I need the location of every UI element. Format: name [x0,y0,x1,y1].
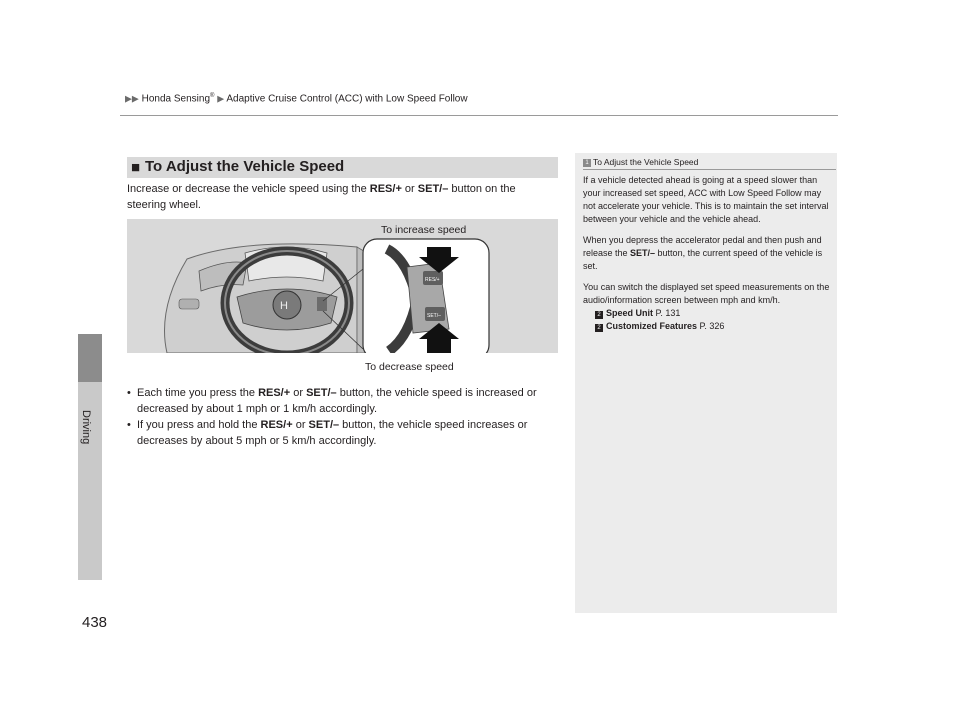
note-paragraph: If a vehicle detected ahead is going at a speed slower than your increased set speed, ACC with Low Speed Follow may not accelerate your vehicle. This is to maintain the set interval between your vehicle and the vehicle ahead. [583,175,829,224]
decrease-speed-label: To decrease speed [365,361,454,373]
note-number-icon: 1 [583,159,591,167]
note-body [583,174,833,333]
list-item [127,417,559,449]
breadcrumb-part1[interactable]: Honda Sensing [141,93,211,105]
bullet-text: button, the vehicle speed increases or decreases by about 5 mph or 5 km/h accordingly. [137,419,528,447]
reference-arrow-icon: 2 [595,311,603,319]
bullet-text: or [290,387,307,399]
side-tab-label: Driving [80,410,92,445]
section-marker-icon: ■ [131,159,141,176]
reference-label[interactable]: Speed Unit [606,308,654,318]
steering-wheel-illustration [127,219,558,353]
increase-speed-label: To increase speed [381,224,467,236]
breadcrumb [125,93,468,104]
set-button-label: SET/– [630,248,656,258]
bullet-text: If you press and hold the [137,419,261,431]
reference-page: P. 326 [697,321,725,331]
set-button-label: SET/– [308,419,340,431]
header-divider [120,115,838,116]
set-button-label: SET/– [417,183,449,195]
note-paragraph: You can switch the displayed set speed measurements on the audio/information screen between mph and km/h. [583,282,830,305]
intro-text: or [401,183,418,195]
bullet-text: or [292,419,309,431]
note-heading [583,157,698,167]
bullet-icon: • [127,419,131,431]
list-item [127,385,559,417]
svg-text:H: H [280,300,288,312]
side-tab-marker [78,334,102,382]
res-button-label: RES/+ [258,387,291,399]
res-button-label: RES/+ [369,183,402,195]
res-button-label: RES/+ [260,419,293,431]
note-divider [583,169,836,170]
cross-reference-link[interactable] [583,320,833,333]
bullet-text: button, the vehicle speed is increased or decreased by about 1 mph or 1 km/h accordingly. [137,387,537,415]
section-title: To Adjust the Vehicle Speed [145,158,345,175]
res-button-text: RES/+ [425,277,440,283]
intro-text: button on the steering wheel. [127,183,516,211]
page-number: 438 [82,614,108,631]
reference-label[interactable]: Customized Features [606,321,698,331]
reference-page: P. 131 [653,308,681,318]
set-button-label: SET/– [306,387,337,399]
bullet-list [127,385,559,449]
intro-text: Increase or decrease the vehicle speed using the [127,183,370,195]
reference-arrow-icon: 2 [595,324,603,332]
intro-paragraph [127,181,557,213]
breadcrumb-arrow-icon: ▶▶ [125,93,139,104]
breadcrumb-part2[interactable]: Adaptive Cruise Control (ACC) with Low Speed Follow [226,93,468,105]
section-heading [127,157,558,178]
cross-reference-link[interactable] [583,307,833,320]
breadcrumb-arrow-icon: ▶ [217,93,225,104]
steering-wheel-figure [127,219,558,353]
registered-mark: ® [210,93,215,99]
bullet-text: Each time you press the [137,387,259,399]
set-button-text: SET/– [427,313,441,319]
note-paragraph [583,234,833,273]
bullet-icon: • [127,387,131,399]
note-heading-text: To Adjust the Vehicle Speed [593,157,699,167]
note-text: button, the current speed of the vehicle is set. [583,248,823,271]
note-text: When you depress the accelerator pedal and then push and release the [583,235,822,258]
